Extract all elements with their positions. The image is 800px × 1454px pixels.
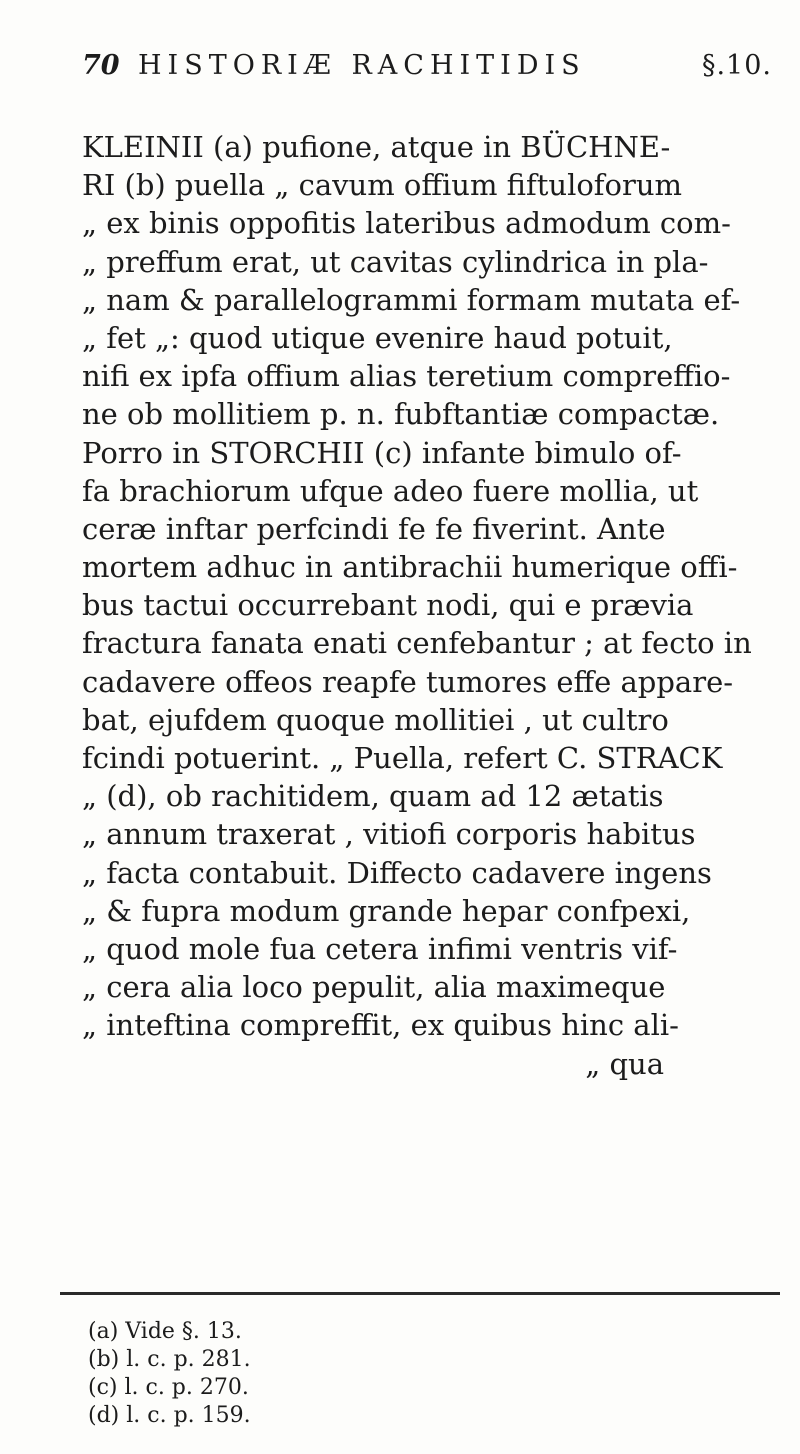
text-line: fractura fanata enati cenfebantur ; at fecto in	[82, 626, 752, 661]
text-line: „ preffum erat, ut cavitas cylindrica in pla-	[82, 244, 709, 279]
main-text	[82, 128, 782, 1083]
text-line: ne ob mollitiem p. n. fubftantiæ compactæ.	[82, 397, 720, 432]
footnote-item: (a) Vide §. 13.	[88, 1319, 242, 1344]
text-line: „ & fupra modum grande hepar confpexi,	[82, 893, 691, 928]
text-line: fcindi potuerint. „ Puella, refert C. STRACK	[82, 741, 723, 775]
footnote-divider	[60, 1292, 780, 1295]
text-line: cadavere offeos reapfe tumores effe appare-	[82, 664, 734, 699]
page-number: 70	[82, 50, 120, 81]
section-number: §.10.	[701, 50, 772, 81]
text-line: „ nam & parallelogrammi formam mutata ef-	[82, 282, 741, 317]
running-header	[82, 50, 772, 90]
text-line: nifi ex ipfa offium alias teretium compreffio-	[82, 359, 731, 394]
text-line: fa brachiorum ufque adeo fuere mollia, ut	[82, 473, 699, 508]
text-line: „ quod mole fua cetera infimi ventris vif-	[82, 931, 678, 966]
text-line: bat, ejufdem quoque mollitiei , ut cultro	[82, 702, 669, 737]
text-line: mortem adhuc in antibrachii humerique offi-	[82, 550, 738, 585]
text-line: „ ex binis oppofitis lateribus admodum com-	[82, 206, 731, 241]
catchword: „ qua	[585, 1046, 664, 1081]
text-line: bus tactui occurrebant nodi, qui e prævia	[82, 588, 694, 623]
text-line: „ (d), ob rachitidem, quam ad 12 ætatis	[82, 779, 664, 814]
footnote-item: (d) l. c. p. 159.	[88, 1403, 251, 1428]
text-line: RI (b) puella „ cavum offium fiftuloforum	[82, 168, 683, 203]
text-line: „ inteftina compreffit, ex quibus hinc ali-	[82, 1008, 679, 1043]
text-line: Porro in STORCHII (c) infante bimulo of-	[82, 435, 682, 470]
text-line: „ cera alia loco pepulit, alia maximeque	[82, 970, 666, 1005]
footnote-item: (c) l. c. p. 270.	[88, 1375, 249, 1400]
text-line: ceræ inftar perfcindi fe fe fiverint. Ante	[82, 511, 666, 546]
text-line: „ facta contabuit. Diffecto cadavere ingens	[82, 855, 712, 890]
running-title: HISTORIÆ RACHITIDIS	[138, 50, 586, 81]
text-line: „ annum traxerat , vitiofi corporis habitus	[82, 817, 696, 852]
footnote-item: (b) l. c. p. 281.	[88, 1347, 251, 1372]
footnotes	[88, 1318, 488, 1430]
text-line: „ fet „: quod utique evenire haud potuit,	[82, 320, 673, 355]
text-line: KLEINII (a) pufione, atque in BÜCHNE-	[82, 130, 671, 164]
